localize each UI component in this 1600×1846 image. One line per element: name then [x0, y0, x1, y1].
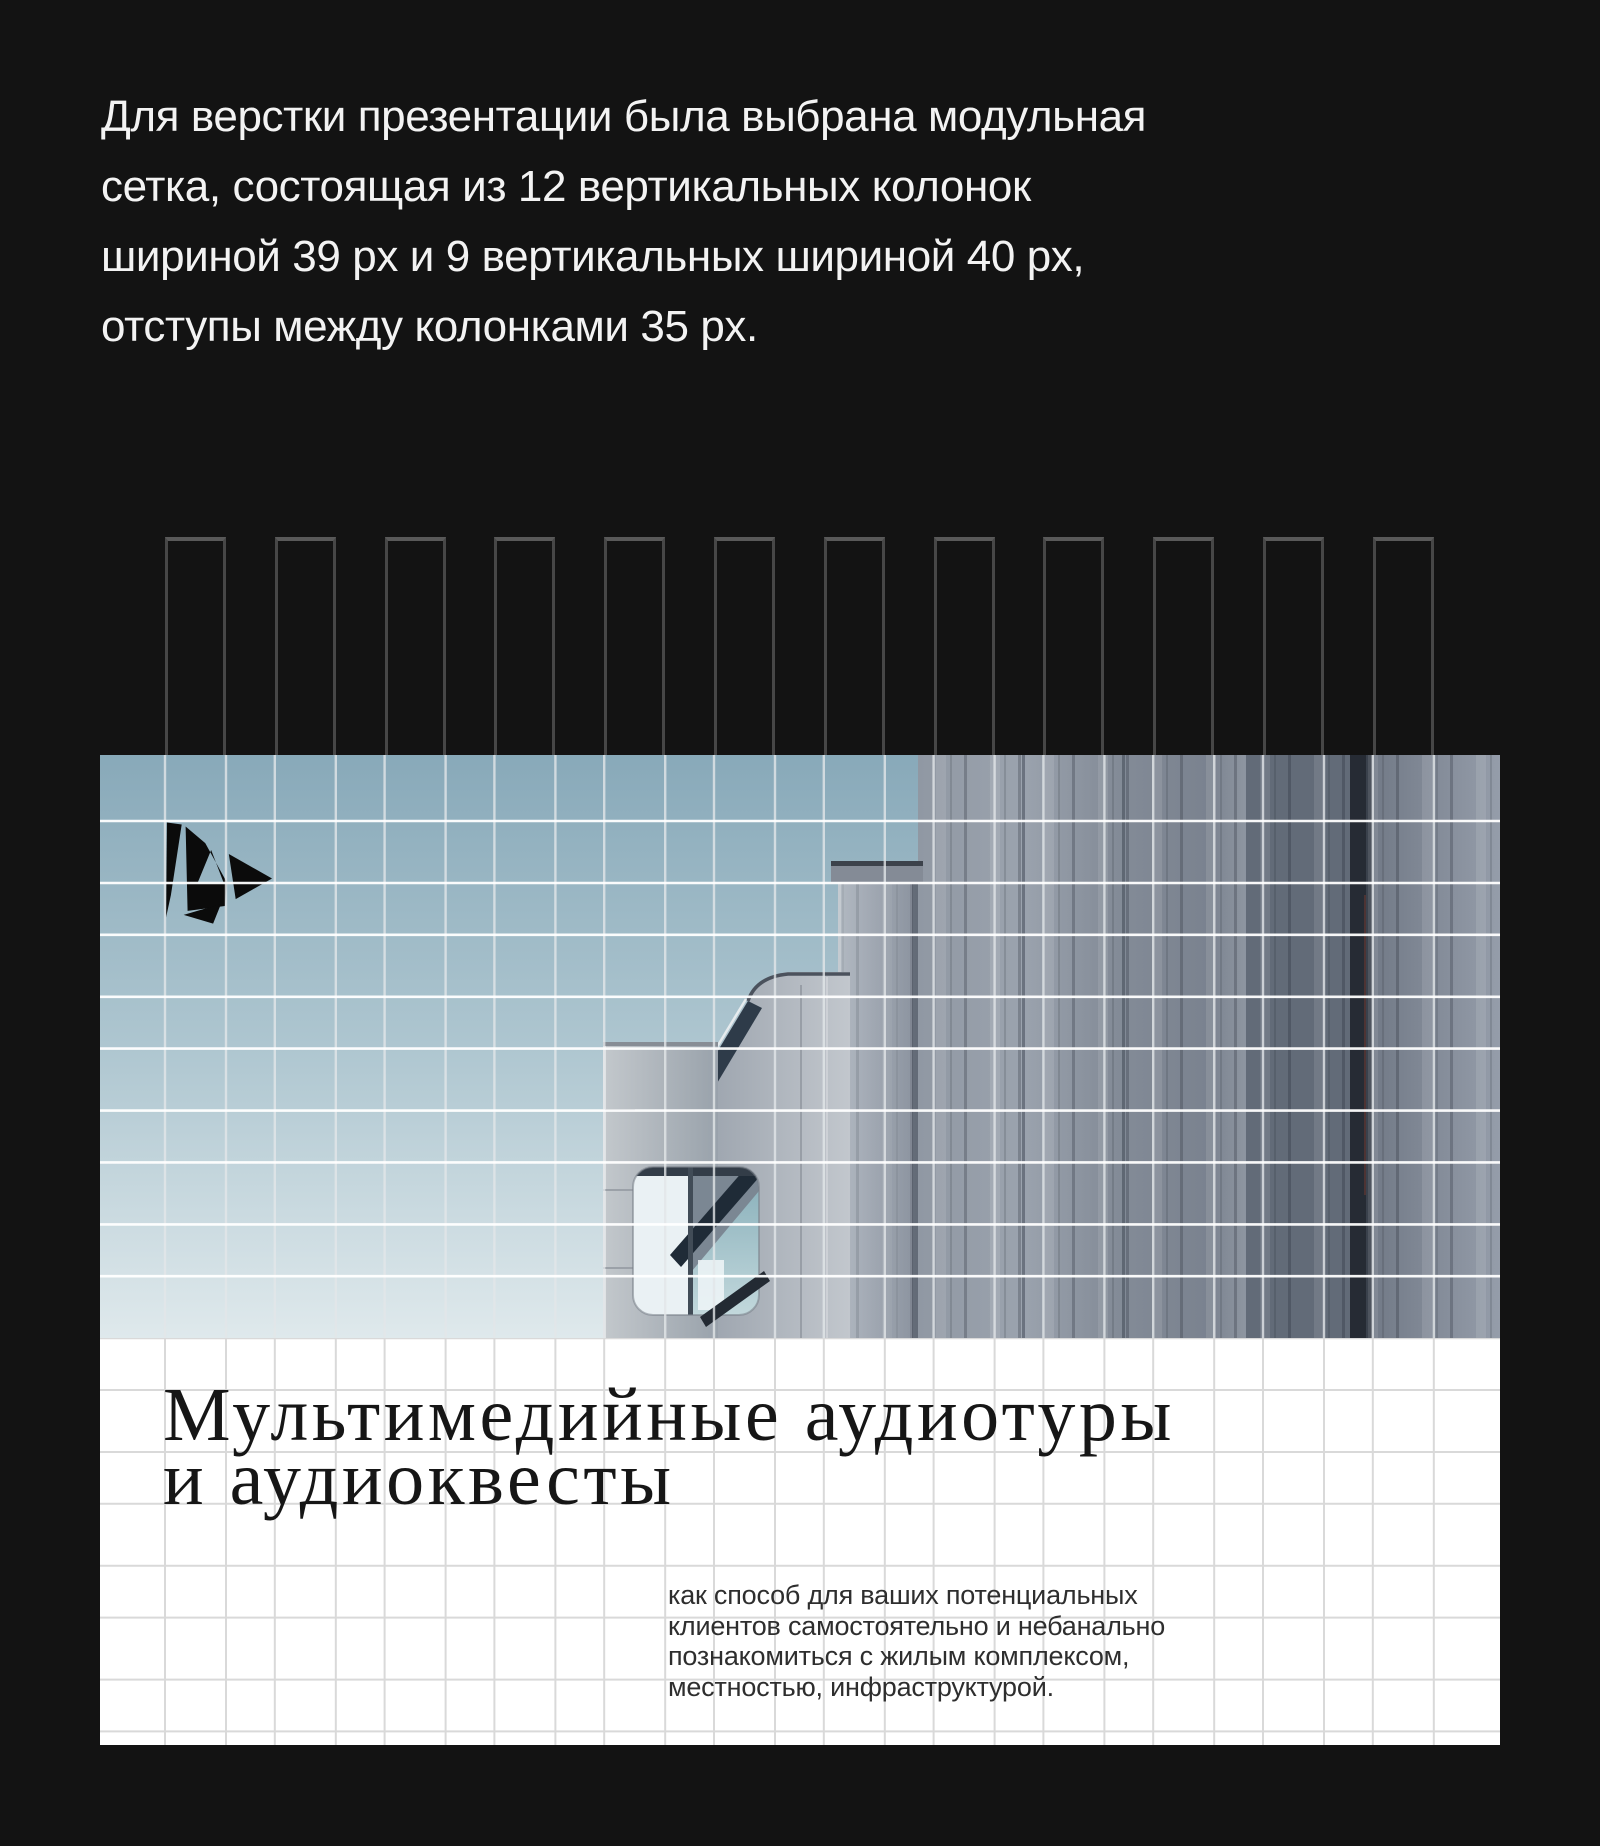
- grid-column-outline: [1153, 537, 1214, 755]
- right-building: [918, 755, 1500, 1338]
- presentation-slide: [100, 755, 1500, 1745]
- body-line: местностью, инфраструктурой.: [668, 1671, 1054, 1702]
- intro-line: Для верстки презентации была выбрана модульная: [101, 92, 1147, 141]
- title-line: и аудиоквесты: [163, 1437, 675, 1521]
- intro-paragraph: [101, 82, 1146, 362]
- grid-column-outline: [604, 537, 665, 755]
- grid-column-outline: [165, 537, 226, 755]
- grid-column-outline: [1373, 537, 1434, 755]
- company-logo-icon: [165, 821, 273, 935]
- slide-photo: [100, 755, 1500, 1338]
- body-line: как способ для ваших потенциальных: [668, 1580, 1138, 1610]
- slide-title: [163, 1373, 1175, 1521]
- intro-line: сетка, состоящая из 12 вертикальных колонок: [101, 162, 1031, 211]
- intro-line: отступы между колонками 35 px.: [101, 302, 758, 351]
- grid-column-outline: [934, 537, 995, 755]
- grid-column-outline: [385, 537, 446, 755]
- building-illustration: [100, 755, 1500, 1338]
- title-line: Мультимедийные аудиотуры: [163, 1373, 1175, 1457]
- grid-column-outline: [275, 537, 336, 755]
- body-line: клиентов самостоятельно и небанально: [668, 1610, 1166, 1641]
- grid-column-outline: [494, 537, 555, 755]
- grid-column-outline: [1263, 537, 1324, 755]
- grid-column-outline: [824, 537, 885, 755]
- intro-line: шириной 39 px и 9 вертикальных шириной 40 px,: [101, 232, 1085, 281]
- slide-body-text: [668, 1580, 1165, 1702]
- grid-column-outline: [1043, 537, 1104, 755]
- grid-column-outline: [714, 537, 775, 755]
- body-line: познакомиться с жилым комплексом,: [668, 1641, 1130, 1671]
- slide-content: [100, 1338, 1500, 1745]
